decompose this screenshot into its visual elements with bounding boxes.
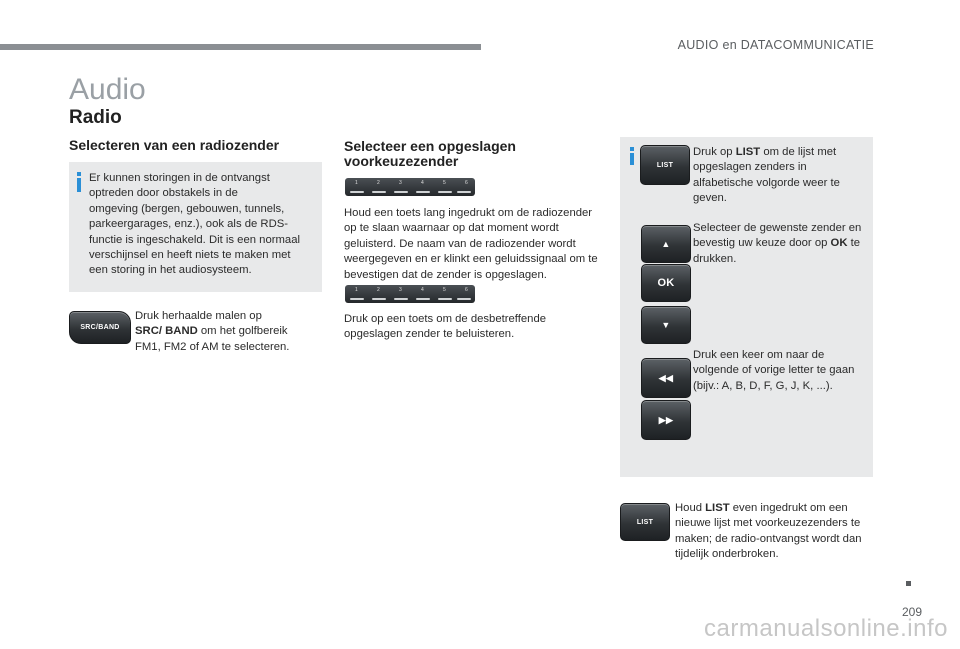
listen-preset-text: Druk op een toets om de desbetreffende opgeslagen zender te beluisteren. [344, 313, 547, 341]
section-header: AUDIO en DATACOMMUNICATIE [677, 38, 874, 52]
up-button[interactable]: ▲ [641, 225, 691, 263]
hold-list-text: Houd LIST even ingedrukt om een nieuwe lijst met voorkeuzezenders te maken; de radio-ontvangst wordt dan tijdelijk onderbroken. [675, 502, 862, 561]
preset-buttons-bar-2[interactable]: 1 2 3 4 5 6 [345, 285, 475, 303]
select-text: Selecteer de gewenste zender en bevestig uw keuze door op OK te drukken. [693, 222, 862, 265]
list-panel [620, 137, 873, 477]
down-button[interactable]: ▼ [641, 306, 691, 344]
list-button-2[interactable]: LIST [620, 503, 670, 541]
src-band-text: Druk herhaalde malen op SRC/ BAND om het golfbereik FM1, FM2 of AM te selecteren. [135, 310, 290, 353]
page-number: 209 [902, 605, 923, 619]
continue-mark [906, 581, 911, 586]
list-text: Druk op LIST om de lijst met opgeslagen zenders in alfabetische volgorde weer te geven. [693, 146, 840, 205]
preset-buttons-bar[interactable]: 1 2 3 4 5 6 [345, 178, 475, 196]
rewind-button[interactable]: ◀◀ [641, 358, 691, 398]
info-icon [630, 153, 634, 165]
page-title: Audio [69, 73, 146, 106]
ok-button[interactable]: OK [641, 264, 691, 302]
watermark: carmanualsonline.info [704, 615, 948, 642]
page-subtitle: Radio [69, 107, 122, 128]
list-button[interactable]: LIST [640, 145, 690, 185]
info-icon [77, 178, 81, 192]
info-text: Er kunnen storingen in de ontvangst optreden door obstakels in de omgeving (bergen, gebouwen, tunnels, parkeergarages, enz.), ook als de RDS- functie is ingeschakeld. Dit is een normaal verschijnsel en heeft niets te maken met een storing in het audiosysteem. [89, 172, 300, 277]
col2-heading: Selecteer een opgeslagen voorkeuzezender [344, 138, 516, 169]
info-box-interference [69, 162, 322, 292]
store-preset-text: Houd een toets lang ingedrukt om de radiozender op te slaan waarnaar op dat moment wordt geluisterd. De naam van de radiozender wordt weergegeven en er klinkt een geluidssignaal om te bevestigen dat de zender is opgeslagen. [344, 207, 598, 281]
src-band-button[interactable]: SRC/BAND [69, 311, 131, 344]
col1-heading: Selecteren van een radiozender [69, 137, 280, 153]
letter-nav-text: Druk een keer om naar de volgende of vorige letter te gaan (bijv.: A, B, D, F, G, J, K, ...). [693, 349, 855, 392]
forward-button[interactable]: ▶▶ [641, 400, 691, 440]
top-rule [0, 44, 481, 50]
